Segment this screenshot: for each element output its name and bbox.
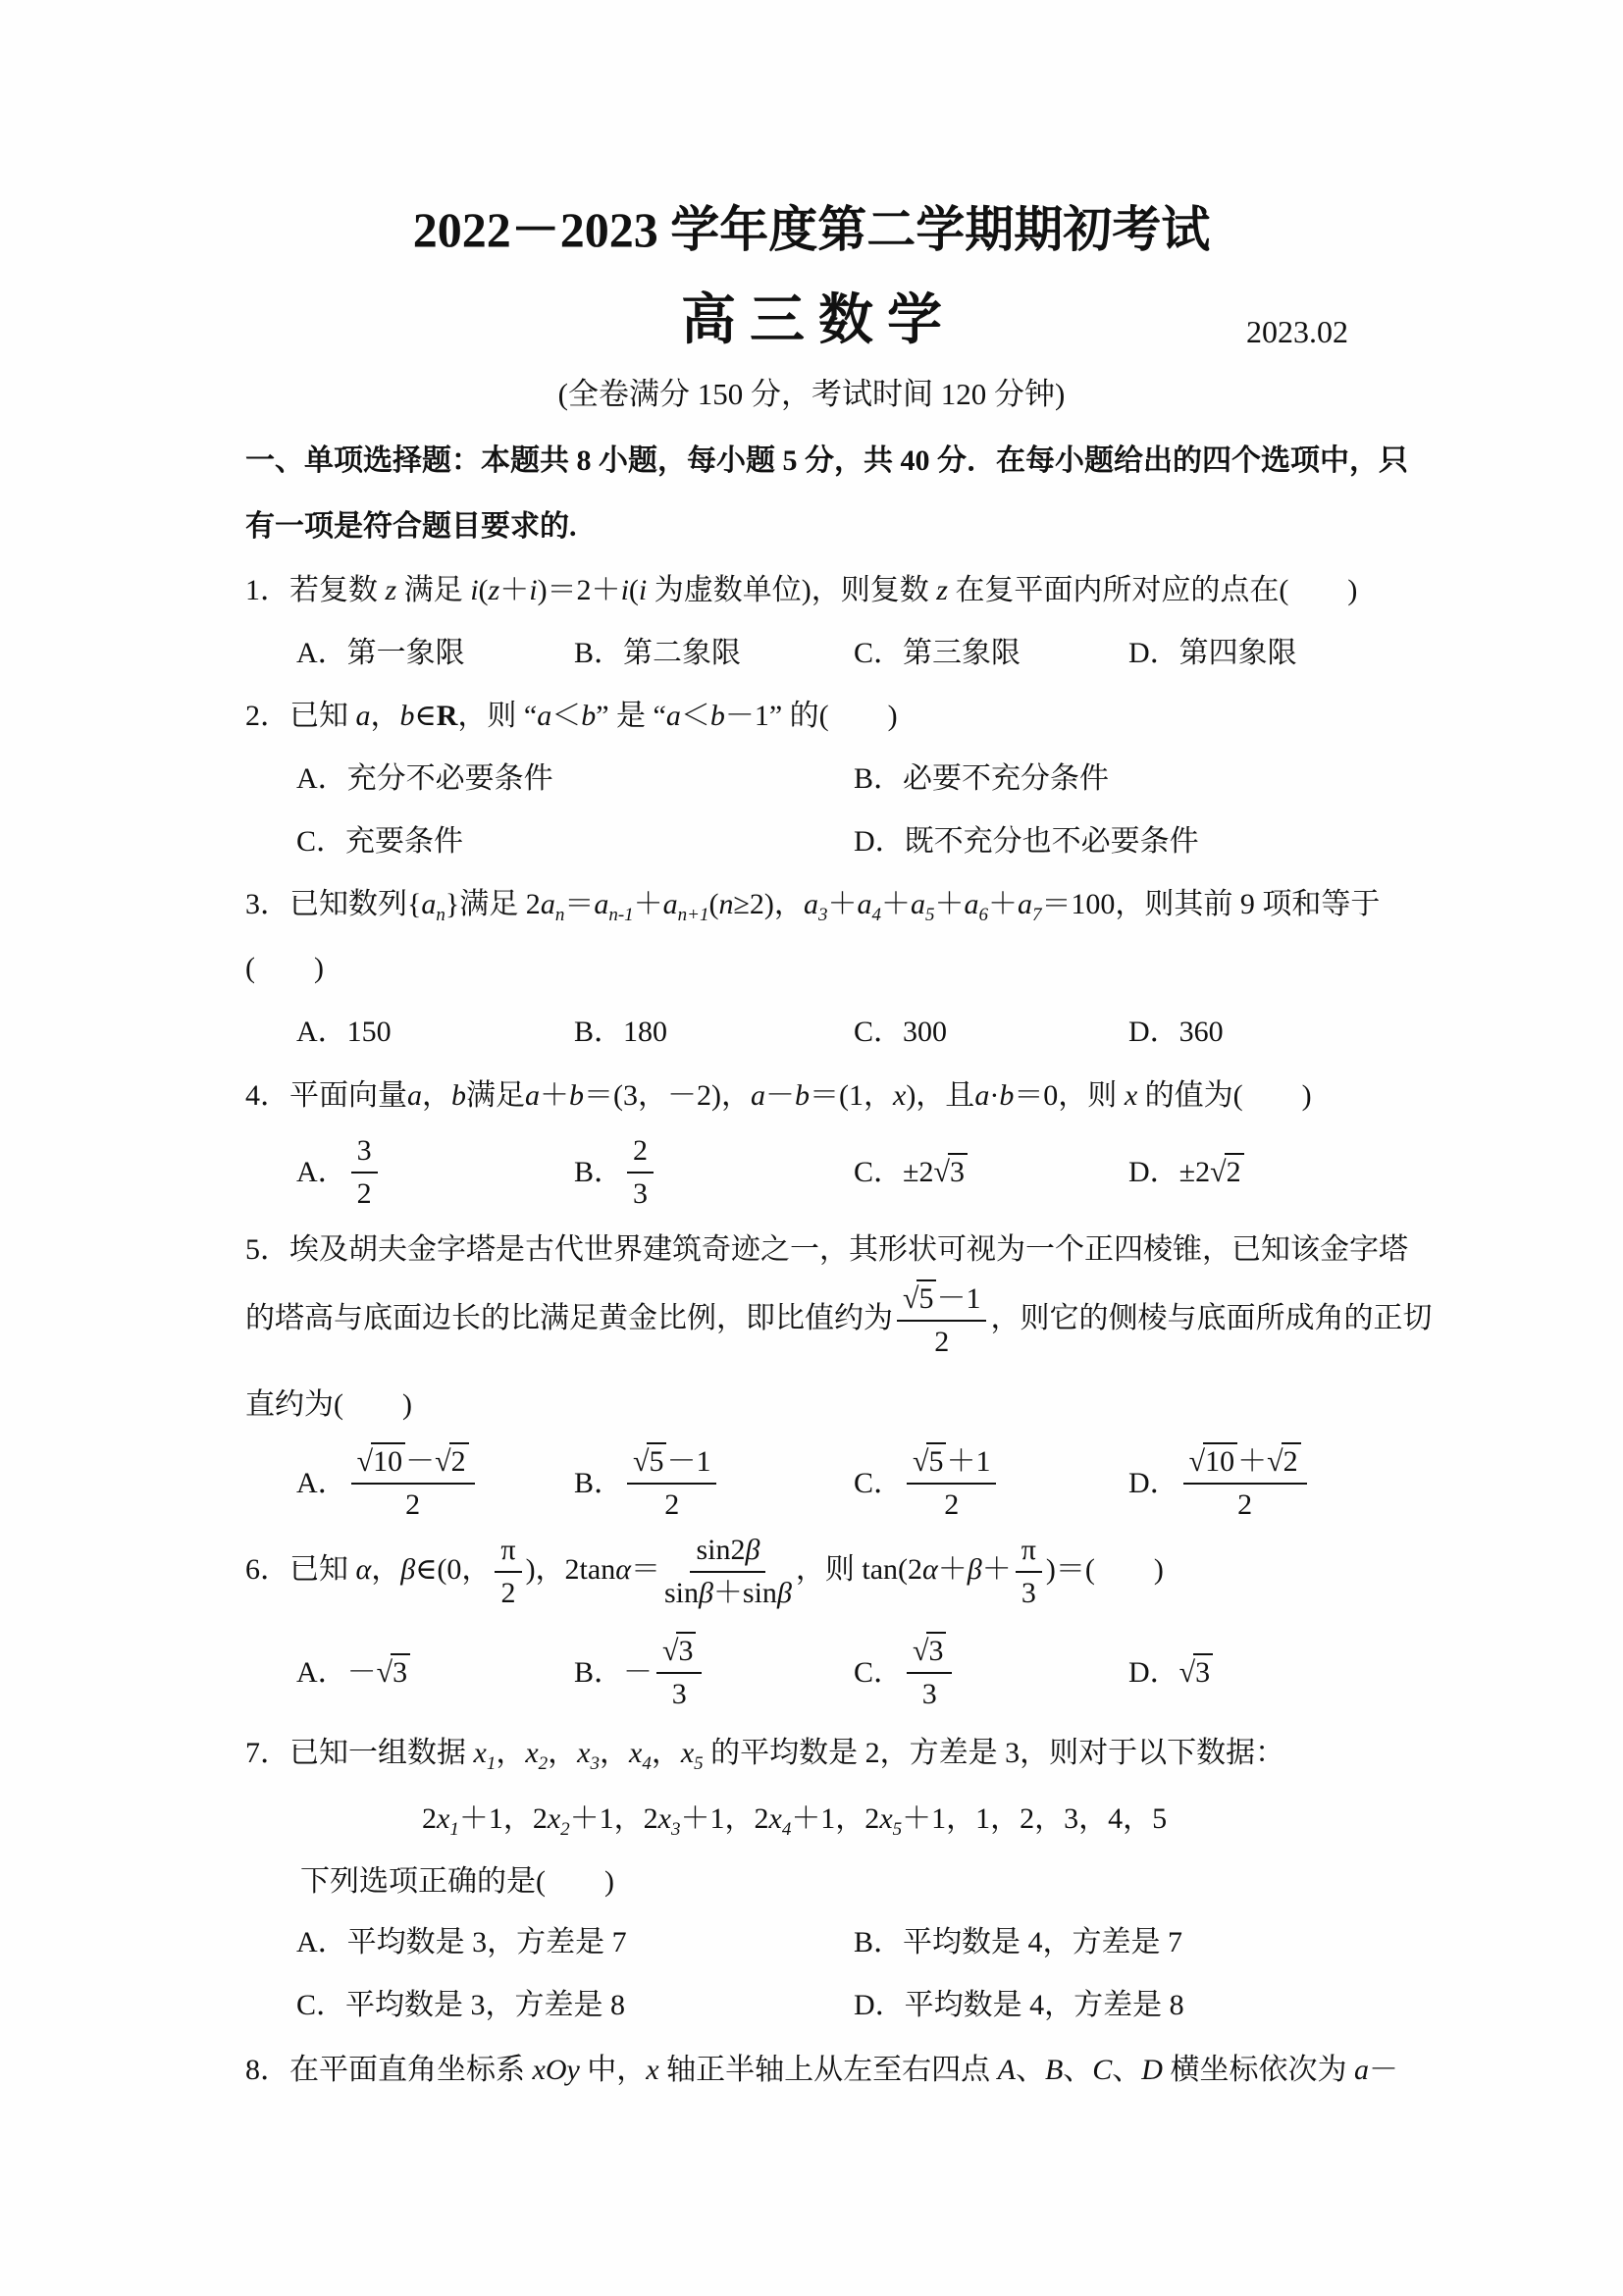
question-4-stem: 4．平面向量a，b满足a＋b＝(3，－2)，a－b＝(1，x)，且a·b＝0，则 x 的值为( ): [245, 1079, 1312, 1112]
section-1-instructions-line-1: 一、单项选择题：本题共 8 小题，每小题 5 分，共 40 分．在每小题给出的四个选项中，只: [245, 444, 1408, 477]
question-7-option-c: C．平均数是 3，方差是 8: [296, 1989, 626, 2021]
question-8-stem: 8．在平面直角坐标系 xOy 中，x 轴正半轴上从左至右四点 A、B、C、D 横坐标依次为 a－: [245, 2054, 1398, 2086]
question-4-option-c: C．±2 √3: [854, 1131, 968, 1214]
question-7-stem: 7．已知一组数据 $x_1$，$x_2$，$x_3$，$x_4$，$x_5$ 的平均数是 2，方差是 3，则对于以下数据：: [245, 1737, 1285, 1774]
question-1-option-a: A．第一象限: [296, 637, 465, 669]
question-1-option-b: B．第二象限: [574, 637, 742, 669]
question-5-stem-line-1: 5．埃及胡夫金字塔是古代世界建筑奇迹之一，其形状可视为一个正四棱锥，已知该金字塔: [245, 1233, 1408, 1266]
question-7-prompt: 下列选项正确的是( ): [300, 1865, 614, 1898]
question-2-options-row-1: [245, 759, 1384, 799]
question-5-option-b: B． $\frac{√5 -1}{2}$: [574, 1442, 720, 1525]
question-6-option-d: D． √3: [1128, 1632, 1213, 1714]
question-7-options-row-2: [245, 1986, 1384, 2025]
question-2-option-a: A．充分不必要条件: [296, 762, 553, 795]
exam-date: 2023.02: [1246, 314, 1348, 349]
question-1-option-d: D．第四象限: [1128, 637, 1297, 669]
exam-info-line: (全卷满分 150 分，考试时间 120 分钟): [557, 377, 1066, 411]
question-1-options-row: [245, 634, 1384, 673]
question-7-option-b: B．平均数是 4，方差是 7: [854, 1926, 1183, 1958]
section-1-instructions-line-2: 有一项是符合题目要求的.: [245, 510, 577, 543]
question-3-option-c: C．300: [854, 1016, 948, 1048]
question-7-data-line: $2x_1+1$，$2x_2+1$，$2x_3+1$，$2x_4+1$，$2x_5+1$，1，2，3，4，5: [422, 1802, 1168, 1840]
question-7-option-a: A．平均数是 3，方差是 7: [296, 1926, 627, 1958]
question-4-option-d: D．±2 √2: [1128, 1131, 1244, 1214]
question-6-option-c: C． $\frac{√3}{3}$: [854, 1632, 956, 1714]
question-5-options-row: [245, 1442, 1384, 1525]
question-6-stem: 6．已知 α，β∈(0， $\frac{\pi}{2}$ )，2tanα＝ $\frac{\sin 2\beta}{\sin\beta+\sin\beta}$ ，则 tan(2α＋β＋ $\frac{\pi}{3}$ )＝( ): [245, 1534, 1164, 1609]
question-5-option-a: A． $\frac{√10 -√2}{2}$: [296, 1442, 479, 1525]
question-1-option-c: C．第三象限: [854, 637, 1021, 669]
question-2-stem: 2．已知 a，b∈R，则 “a＜b” 是 “a＜b－1” 的( ): [245, 700, 898, 732]
question-2-option-c: C．充要条件: [296, 825, 464, 858]
question-5-option-d: D． $\frac{√10 +√2}{2}$: [1128, 1442, 1311, 1525]
question-1-stem: 1．若复数 z 满足 i(z＋i)＝2＋i(i 为虚数单位)，则复数 z 在复平面内所对应的点在( ): [245, 574, 1358, 606]
question-2-option-b: B．必要不充分条件: [854, 762, 1110, 795]
question-3-option-d: D．360: [1128, 1016, 1224, 1048]
question-3-options-row: [245, 1013, 1384, 1052]
question-2-options-row-2: [245, 822, 1384, 861]
question-6-option-b: B．－ $\frac{√3}{3}$: [574, 1632, 706, 1714]
question-4-options-row: [245, 1131, 1384, 1214]
question-7-options-row-1: [245, 1923, 1384, 1962]
exam-subject-title: 高 三 数 学: [681, 290, 942, 351]
question-3-option-b: B．180: [574, 1016, 668, 1048]
question-6-option-a: A．－ √3: [296, 1632, 410, 1714]
question-5-stem-line-2: 的塔高与底面边长的比满足黄金比例，即比值约为 $\frac{√5 -1}{2}$ ，则它的侧棱与底面所成角的正切: [245, 1281, 1432, 1360]
question-4-option-a: A． $\frac{3}{2}$: [296, 1131, 382, 1214]
question-3-stem-continued: ( ): [245, 952, 324, 984]
question-2-option-d: D．既不充分也不必要条件: [854, 825, 1199, 858]
question-7-option-d: D．平均数是 4，方差是 8: [854, 1989, 1184, 2021]
question-3-stem: 3．已知数列$\{a_n\}$满足 $2a_n=a_{n-1}+a_{n+1}(n\ge 2)$，$a_3+a_4+a_5+a_6+a_7=100$，则其前 9 项和等于: [245, 888, 1381, 925]
question-5-option-c: C． $\frac{√5 +1}{2}$: [854, 1442, 1000, 1525]
exam-title: 2022－2023 学年度第二学期期初考试: [412, 202, 1211, 257]
question-5-stem-line-3: 直约为( ): [245, 1388, 412, 1421]
question-4-option-b: B． $\frac{2}{3}$: [574, 1131, 657, 1214]
question-3-option-a: A．150: [296, 1016, 392, 1048]
question-6-options-row: [245, 1632, 1384, 1714]
